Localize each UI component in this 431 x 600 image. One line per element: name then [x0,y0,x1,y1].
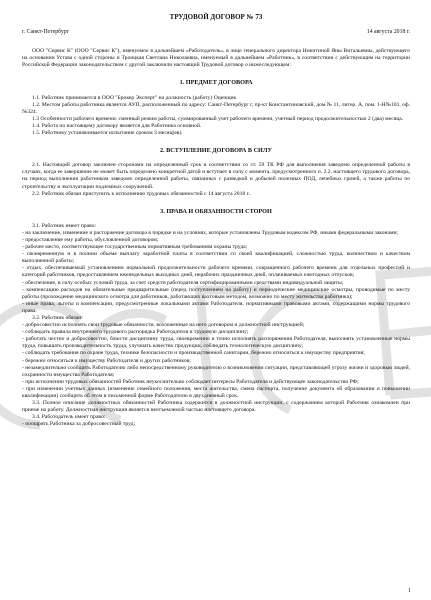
document-body [22,14,410,429]
list-item: - отдых, обеспечиваемый установлением нормальной продолжительности рабочего времени, сокращенного рабочего времени для отдельных профессий и категорий работников, предоставлением еженедельных выходных дней, нерабочих праздничных дней, оплачиваемых ежегодных отпусков; [22,265,410,279]
list-item: - соблюдать правила внутреннего трудового распорядка Работодателя и трудовую дисциплину; [22,329,249,336]
clause-1-3: 1.3 Особенности рабочего времени: сменный режим работы, суммированный учет рабочего времени, учетный период продолжительностью 2 (два) месяца. [32,115,404,122]
list-item: - на заключение, изменение и расторжение договора в порядке и на условиях, которые установлены Трудовым кодексом РФ, иными федеральными законами; [22,229,399,236]
list-item: - рабочее место, соответствующее государственным нормативным требованиям охраны труда; [22,244,248,251]
city: г. Санкт-Петербург [22,29,70,36]
preamble: ООО "Сервис К" (ООО "Сервис К"), именуемое в дальнейшем «Работодатель», в лице генерального директора Никитиной Яны Витальевны, действующего на основании Устава с одной стороны и Троицкая Светлана Николаевна, именуемый в дальнейшем «Работник», в соответствии с действующим на территории Российской Федерации законодательством с другой заключили настоящий Трудовой договор о нижеследующем: [22,48,410,69]
list-item: - иные права, льготы и компенсации, предусмотренные локальными актами Работодателя, нормативными правовыми актами, содержащими нормы трудового права. [22,300,410,314]
clause-2-2: 2.2. Работник обязан приступить к исполнению трудовых обязанностей с 14 августа 2018 г.. [32,190,252,197]
list-item: - при исполнении трудовых обязанностей Работник неукоснительно соблюдает интересы Работодателя и действующее законодательство РФ; [22,378,359,385]
list-item: - соблюдать требования по охране труда, технике безопасности и производственной санитарии, бережно относиться к имуществу предприятия; [22,350,365,357]
section-1-heading: 1. ПРЕДМЕТ ДОГОВОРА [179,79,253,87]
clause-1-5: 1.5. Работнику устанавливается испытание сроком 3 месяц(ев). [32,130,183,137]
list-item: - при изменении учетных данных (изменение семейного положения, места жительства, смена паспорта, получение документа об образовании и повышении квалификации) сообщить об этом в письменной форме Работодателю в двухдневный срок. [22,385,410,400]
clause-1-1: 1.1. Работник принимается в ООО "Брокер Эксперт" на должность (работу) Оценщик [32,94,237,101]
clause-1-2: 1.2. Местом работы работника является АУП, расположенный по адресу: Санкт-Петербург г, пр-кт Константиновский, дом № 11, литер. А, пом. 1-Н№101, оф. №324. [22,101,410,115]
section-3-heading: 3. ПРАВА И ОБЯЗАННОСТИ СТОРОН [160,207,272,215]
document-title: ТРУДОВОЙ ДОГОВОР № 73 [169,13,263,21]
clause-3-2: 3.2. Работник обязан: [32,315,83,321]
list-item: - обеспечение, в силу особых условий труда, за счет средств работодателя сертифицированными средствами индивидуальной защиты; [22,279,344,286]
clause-3-1: 3.1. Работник имеет право: [32,222,97,229]
clause-2-1: 2.1. Настоящий договор заключен сторонами на определенный срок в соответствии со ст. 59 ТК РФ для выполнения заведомо определенной работы в случаях, когда ее завершение не может быть определено конкретной датой и вступает в силу с момента, предусмотренного п. 2.2. настоящего трудового договора, на период выполнения работником заведомо определенной работы, связанных с разведкой и добычей полезных ПОД, лечебных грязей, а также работы по строительству и эксплуатации подземных сооружений. [22,162,410,190]
contract-date: 14 августа 2018 г. [366,29,410,36]
list-item: - предоставление ему работы, обусловленной договором; [22,236,159,243]
list-item: - незамедлительно сообщить Работодателю либо непосредственному руководителю о возникновении ситуации, представляющей угрозу жизни и здоровью людей, сохранности имущества Работодателя; [22,364,410,378]
clause-1-4: 1.4. Работа по настоящему договору является для Работника основной. [32,122,202,129]
list-item: - добросовестно исполнять свои трудовые обязанности, возложенные на него договором и должностной инструкцией; [22,322,305,329]
list-item: - бережно относиться к имуществу Работодателя и других работников; [22,357,191,364]
list-item: - компенсацию расходов на обязательные предварительные (перед поступлением на работу) и периодические медицинские осмотры, проводимые по месту работы (прохождение медицинского осмотра для работников, работающих вахтовым методом, возможно по месту жительства работника); [22,286,410,300]
clause-3-3: 3.3. Полное описание должностных обязанностей Работника содержится в должностной инструкции, с содержанием которой Работник ознакомлен при приеме на работу. Должностная инструкция является неотъемлемой частью настоящего договора. [22,400,410,414]
clause-3-4: 3.4. Работодатель имеет право: [32,414,106,421]
section-2-heading: 2. ВСТУПЛЕНИЕ ДОГОВОРА В СИЛУ [159,147,272,155]
list-item: - своевременную и в полном объеме выплату заработной платы в соответствии со своей квалификацией, сложностью труда, количеством и качеством выполненной работы; [22,251,410,265]
place-date-line [22,29,410,36]
list-item: - работать честно и добросовестно, блюсти дисциплину труда, своевременно и точно исполнять распоряжения Работодателя, выполнять установленные нормы труда, повышать производительность труда, улучшать качество продукции, соблюдать технологическую дисциплину; [22,336,410,350]
list-item: - поощрять Работника за добросовестный труд; [22,421,136,428]
page-number: 1 [408,588,411,594]
